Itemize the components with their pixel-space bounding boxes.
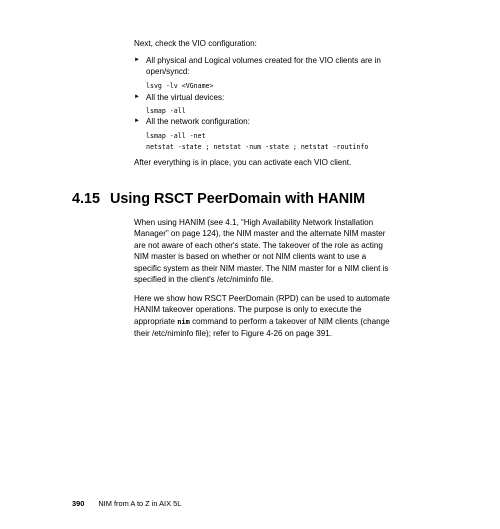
bullet-arrow-icon: ► <box>134 94 140 100</box>
intro-paragraph: Next, check the VIO configuration: <box>134 39 257 48</box>
bullet-text: All physical and Logical volumes created for the VIO clients are in open/syncd: <box>146 56 381 77</box>
after-paragraph: After everything is in place, you can activate each VIO client. <box>134 158 352 167</box>
body-text: Here we show how RSCT PeerDomain (RPD) can be used to automate HANIM takeover operations. The purpose is only to execute the appropriate <box>134 294 390 326</box>
bullet-arrow-icon: ► <box>134 118 140 124</box>
bullet-item-virtual-devices <box>134 92 394 104</box>
body-text: command to perform a takeover of NIM clients (change their /etc/niminfo file); refer to Figure 4-26 on page 391. <box>134 316 390 339</box>
body-paragraph-rpd <box>134 293 394 340</box>
section-heading <box>72 190 365 208</box>
code-block-lsvg: lsvg -lv <VGname> <box>146 82 214 90</box>
bullet-item-volumes <box>134 55 394 79</box>
book-title: NIM from A to Z in AIX 5L <box>98 499 182 508</box>
body-paragraph-hanim: When using HANIM (see 4.1, “High Availability Network Installation Manager” on page 124), the NIM master and the alternate NIM master are not aware of each other's state. The takeover of the role as acting NIM master is based on whether or not NIM clients want to use a specific system as their NIM master. The NIM master for a NIM client is specified in the client's /etc/niminfo file. <box>134 218 389 285</box>
section-number: 4.15 <box>72 191 101 207</box>
bullet-item-network <box>134 116 394 128</box>
bullet-arrow-icon: ► <box>134 57 140 63</box>
bullet-text: All the network configuration: <box>146 117 250 126</box>
code-block-network: lsmap -all -net netstat -state ; netstat -num -state ; netstat -routinfo <box>146 132 369 151</box>
bullet-text: All the virtual devices: <box>146 93 225 102</box>
code-block-lsmap: lsmap -all <box>146 107 186 115</box>
inline-command: nim <box>177 317 190 326</box>
section-title: Using RSCT PeerDomain with HANIM <box>110 191 366 207</box>
page-number: 390 <box>72 499 85 508</box>
page-footer <box>72 499 181 509</box>
